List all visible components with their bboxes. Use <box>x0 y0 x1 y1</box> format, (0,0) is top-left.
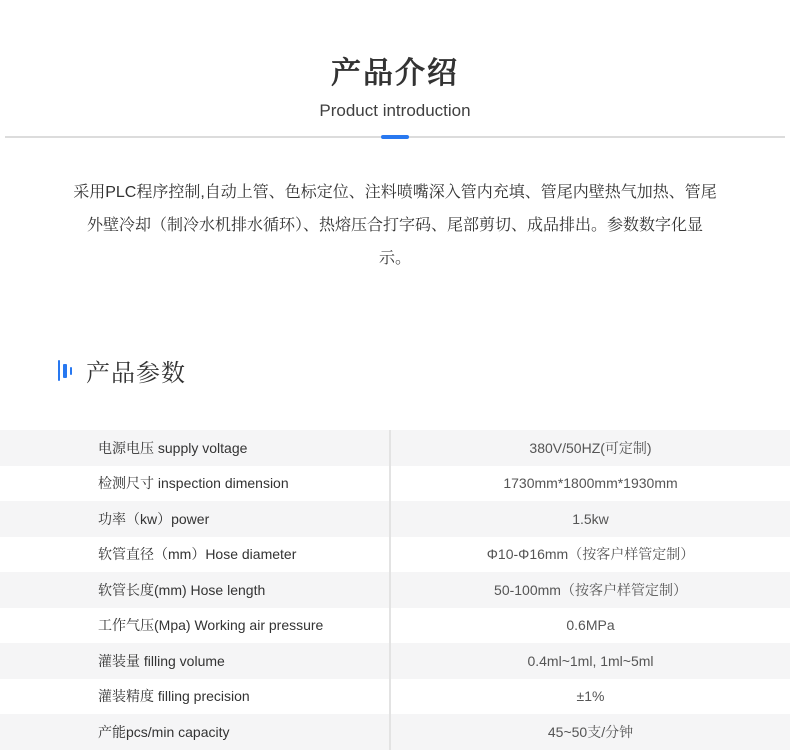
table-row <box>0 572 790 608</box>
param-value: Φ10-Φ16mm（按客户样管定制） <box>389 537 790 573</box>
header-divider <box>5 135 785 139</box>
param-label: 电源电压 supply voltage <box>98 439 248 456</box>
param-label: 软管长度(mm) Hose length <box>98 581 266 598</box>
param-label: 检测尺寸 inspection dimension <box>98 475 289 492</box>
table-row <box>0 714 790 750</box>
param-value: 1730mm*1800mm*1930mm <box>389 466 790 502</box>
table-row <box>0 608 790 644</box>
table-row <box>0 430 790 466</box>
table-row <box>0 501 790 537</box>
parameters-table <box>0 430 790 750</box>
table-row <box>0 537 790 573</box>
param-label: 工作气压(Mpa) Working air pressure <box>98 617 324 634</box>
product-introduction-header <box>0 0 790 122</box>
param-value: 1.5kw <box>389 501 790 537</box>
page-title: 产品介绍 <box>331 57 459 90</box>
param-value: 0.6MPa <box>389 608 790 644</box>
divider-accent-segment <box>381 135 409 139</box>
table-row <box>0 643 790 679</box>
table-row <box>0 466 790 502</box>
product-description: 采用PLC程序控制,自动上管、色标定位、注料喷嘴深入管内充填、管尾内壁热气加热、管尾外壁冷却（制冷水机排水循环）、热熔压合打字码、尾部剪切、成品排出。参数数字化显示。 <box>73 184 717 267</box>
section-title: 产品参数 <box>86 360 186 387</box>
param-label: 灌装量 filling volume <box>98 652 225 669</box>
param-value: 380V/50HZ(可定制) <box>389 430 790 466</box>
param-value: 50-100mm（按客户样管定制） <box>389 572 790 608</box>
param-label: 灌装精度 filling precision <box>98 688 250 705</box>
param-value: ±1% <box>389 679 790 715</box>
page-subtitle: Product introduction <box>319 101 471 120</box>
param-value: 45~50支/分钟 <box>389 714 790 750</box>
param-value: 0.4ml~1ml, 1ml~5ml <box>389 643 790 679</box>
equalizer-bars-icon <box>58 359 72 383</box>
param-label: 产能pcs/min capacity <box>98 723 230 740</box>
table-row <box>0 679 790 715</box>
param-label: 功率（kw）power <box>98 510 210 527</box>
section-header-parameters <box>58 353 790 388</box>
param-label: 软管直径（mm）Hose diameter <box>98 546 297 563</box>
